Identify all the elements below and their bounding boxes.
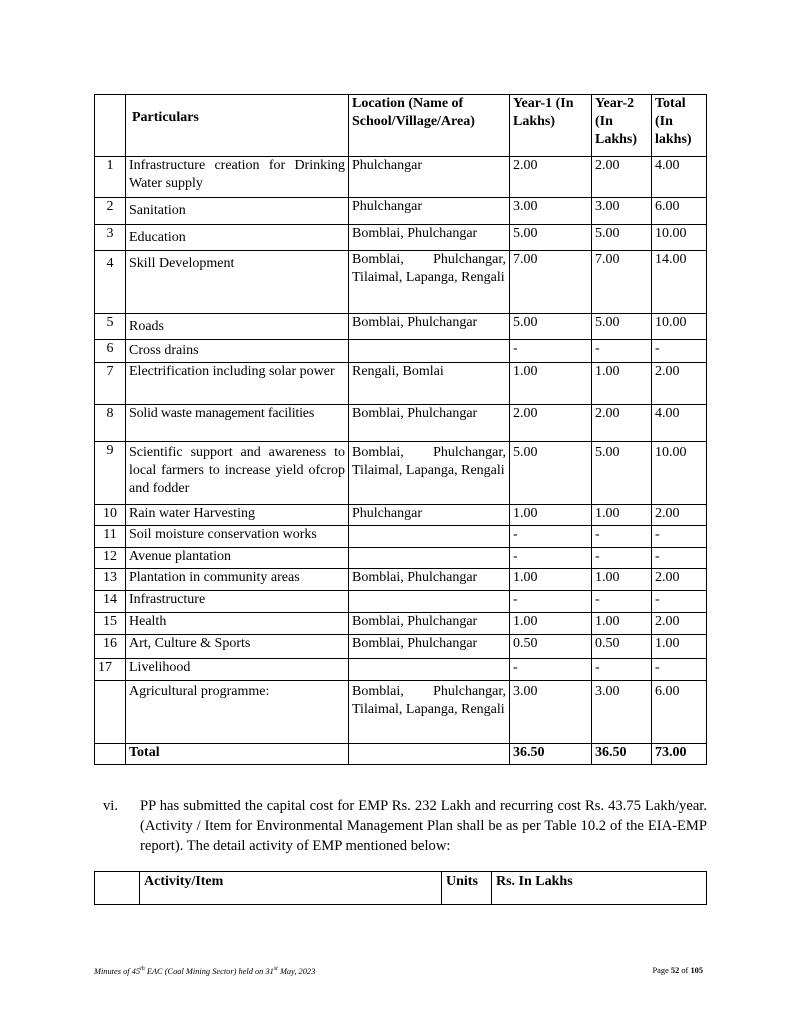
row-sn: 15	[95, 613, 126, 635]
row-location: Bomblai, Phulchangar, Tilaimal, Lapanga, Rengali	[349, 442, 510, 505]
row-location: Bomblai, Phulchangar	[349, 314, 510, 340]
row-sn: 1	[95, 157, 126, 198]
row-year2: 1.00	[592, 569, 652, 591]
row-year1: 1.00	[510, 569, 592, 591]
row-particular: Plantation in community areas	[126, 569, 349, 591]
footer-meeting-info	[94, 966, 315, 976]
row-sn: 14	[95, 591, 126, 613]
page-total: 105	[690, 966, 703, 975]
header-location: Location (Name of School/Village/Area)	[349, 95, 510, 157]
table-row	[95, 505, 707, 526]
row-location: Phulchangar	[349, 198, 510, 225]
total-year2: 36.50	[592, 744, 652, 765]
row-particular: Education	[126, 225, 349, 251]
row-location: Phulchangar	[349, 157, 510, 198]
row-year1: -	[510, 526, 592, 548]
row-sn: 9	[95, 442, 126, 505]
row-sn: 8	[95, 405, 126, 442]
emp-header-rs: Rs. In Lakhs	[492, 872, 707, 905]
row-year1: 5.00	[510, 314, 592, 340]
row-year2: 5.00	[592, 314, 652, 340]
row-location	[349, 548, 510, 569]
row-year2: -	[592, 591, 652, 613]
footer-sup-2: st	[273, 966, 278, 972]
table-row	[95, 442, 707, 505]
row-total: -	[652, 548, 707, 569]
row-year1: 7.00	[510, 251, 592, 314]
total-year1: 36.50	[510, 744, 592, 765]
page-current: 52	[670, 966, 680, 975]
row-particular: Solid waste management facilities	[126, 405, 349, 442]
row-year1: -	[510, 591, 592, 613]
table-row	[95, 591, 707, 613]
total-location	[349, 744, 510, 765]
row-total: 6.00	[652, 681, 707, 744]
table-row	[95, 340, 707, 363]
row-year2: -	[592, 340, 652, 363]
row-year2: 3.00	[592, 681, 652, 744]
row-year2: 1.00	[592, 505, 652, 526]
row-location: Bomblai, Phulchangar, Tilaimal, Lapanga, Rengali	[349, 681, 510, 744]
row-total: 2.00	[652, 363, 707, 405]
row-particular: Avenue plantation	[126, 548, 349, 569]
total-label: Total	[126, 744, 349, 765]
row-particular: Agricultural programme:	[126, 681, 349, 744]
row-year1: 5.00	[510, 442, 592, 505]
emp-header-units: Units	[442, 872, 492, 905]
header-total: Total (In lakhs)	[652, 95, 707, 157]
total-sn	[95, 744, 126, 765]
row-sn: 5	[95, 314, 126, 340]
row-total: -	[652, 591, 707, 613]
row-location: Bomblai, Phulchangar	[349, 225, 510, 251]
row-particular: Health	[126, 613, 349, 635]
row-year2: 2.00	[592, 157, 652, 198]
row-particular: Soil moisture conservation works	[126, 526, 349, 548]
row-year1: 3.00	[510, 198, 592, 225]
header-year2: Year-2 (In Lakhs)	[592, 95, 652, 157]
row-total: -	[652, 526, 707, 548]
row-year2: 2.00	[592, 405, 652, 442]
row-particular: Livelihood	[126, 659, 349, 681]
row-year1: 2.00	[510, 157, 592, 198]
row-year2: 1.00	[592, 363, 652, 405]
row-total: -	[652, 340, 707, 363]
row-particular: Electrification including solar power	[126, 363, 349, 405]
total-row	[95, 744, 707, 765]
row-year2: -	[592, 548, 652, 569]
row-total: 4.00	[652, 157, 707, 198]
page-prefix: Page	[652, 966, 671, 975]
table-row	[95, 613, 707, 635]
table-row	[95, 251, 707, 314]
row-year1: 1.00	[510, 363, 592, 405]
table-header-row	[95, 95, 707, 157]
row-year2: 5.00	[592, 442, 652, 505]
csr-budget-table	[94, 94, 707, 765]
row-particular: Sanitation	[126, 198, 349, 225]
row-total: -	[652, 659, 707, 681]
footer-page-number	[653, 966, 703, 975]
row-year1: 1.00	[510, 505, 592, 526]
row-year2: 1.00	[592, 613, 652, 635]
row-location	[349, 659, 510, 681]
row-year1: -	[510, 340, 592, 363]
total-total: 73.00	[652, 744, 707, 765]
row-sn: 13	[95, 569, 126, 591]
row-particular: Infrastructure	[126, 591, 349, 613]
row-sn: 10	[95, 505, 126, 526]
row-year1: 5.00	[510, 225, 592, 251]
row-location: Bomblai, Phulchangar	[349, 613, 510, 635]
header-particulars: Particulars	[126, 95, 349, 157]
row-particular: Skill Development	[126, 251, 349, 314]
row-location: Bomblai, Phulchangar, Tilaimal, Lapanga, Rengali	[349, 251, 510, 314]
row-location	[349, 340, 510, 363]
row-location: Bomblai, Phulchangar	[349, 635, 510, 659]
table-row	[95, 681, 707, 744]
row-sn: 17	[95, 659, 126, 681]
row-total: 2.00	[652, 505, 707, 526]
row-location	[349, 526, 510, 548]
table-row	[95, 526, 707, 548]
row-sn: 6	[95, 340, 126, 363]
row-year1: -	[510, 548, 592, 569]
row-location	[349, 591, 510, 613]
paragraph-text: PP has submitted the capital cost for EMP Rs. 232 Lakh and recurring cost Rs. 43.75 Lakh/year. (Activity / Item for Environmental Management Plan shall be as per Table 10.2 of the EIA-EMP report). The detail activity of EMP mentioned below:	[140, 798, 707, 854]
paragraph-marker: vi.	[103, 798, 118, 814]
emp-header-activity: Activity/Item	[140, 872, 442, 905]
page-of: of	[679, 966, 691, 975]
row-year2: -	[592, 659, 652, 681]
emp-header-row	[95, 872, 707, 905]
table-row	[95, 225, 707, 251]
row-sn: 3	[95, 225, 126, 251]
row-sn: 11	[95, 526, 126, 548]
row-year2: 0.50	[592, 635, 652, 659]
row-total: 2.00	[652, 569, 707, 591]
row-particular: Art, Culture & Sports	[126, 635, 349, 659]
row-total: 10.00	[652, 314, 707, 340]
row-sn	[95, 681, 126, 744]
row-year1: 0.50	[510, 635, 592, 659]
footer-text-1: Minutes of 45	[94, 966, 141, 976]
footer-text-2: EAC (Coal Mining Sector) held on 31	[144, 966, 274, 976]
table-row	[95, 635, 707, 659]
table-row	[95, 157, 707, 198]
row-total: 6.00	[652, 198, 707, 225]
row-particular: Infrastructure creation for Drinking Water supply	[126, 157, 349, 198]
row-total: 2.00	[652, 613, 707, 635]
footer-text-3: May, 2023	[277, 966, 316, 976]
row-total: 4.00	[652, 405, 707, 442]
table-row	[95, 198, 707, 225]
footer-sup-1: th	[140, 966, 145, 972]
row-particular: Rain water Harvesting	[126, 505, 349, 526]
header-year1: Year-1 (In Lakhs)	[510, 95, 592, 157]
row-total: 10.00	[652, 225, 707, 251]
row-total: 14.00	[652, 251, 707, 314]
table-row	[95, 548, 707, 569]
row-sn: 4	[95, 251, 126, 314]
row-sn: 2	[95, 198, 126, 225]
row-total: 1.00	[652, 635, 707, 659]
row-particular: Cross drains	[126, 340, 349, 363]
row-particular: Roads	[126, 314, 349, 340]
row-location: Phulchangar	[349, 505, 510, 526]
row-sn: 12	[95, 548, 126, 569]
row-location: Bomblai, Phulchangar	[349, 405, 510, 442]
row-particular: Scientific support and awareness to local farmers to increase yield ofcrop and fodder	[126, 442, 349, 505]
emp-header-sn	[95, 872, 140, 905]
row-year1: 2.00	[510, 405, 592, 442]
row-location: Rengali, Bomlai	[349, 363, 510, 405]
table-row	[95, 659, 707, 681]
row-year1: 1.00	[510, 613, 592, 635]
table-row	[95, 569, 707, 591]
row-year2: 3.00	[592, 198, 652, 225]
row-total: 10.00	[652, 442, 707, 505]
row-year2: 5.00	[592, 225, 652, 251]
row-sn: 16	[95, 635, 126, 659]
header-sn	[95, 95, 126, 157]
emp-activity-table	[94, 871, 707, 905]
table-row	[95, 363, 707, 405]
row-year2: 7.00	[592, 251, 652, 314]
table-row	[95, 405, 707, 442]
row-year1: -	[510, 659, 592, 681]
row-location: Bomblai, Phulchangar	[349, 569, 510, 591]
row-year1: 3.00	[510, 681, 592, 744]
row-sn: 7	[95, 363, 126, 405]
emp-cost-paragraph	[103, 796, 707, 856]
row-year2: -	[592, 526, 652, 548]
table-row	[95, 314, 707, 340]
